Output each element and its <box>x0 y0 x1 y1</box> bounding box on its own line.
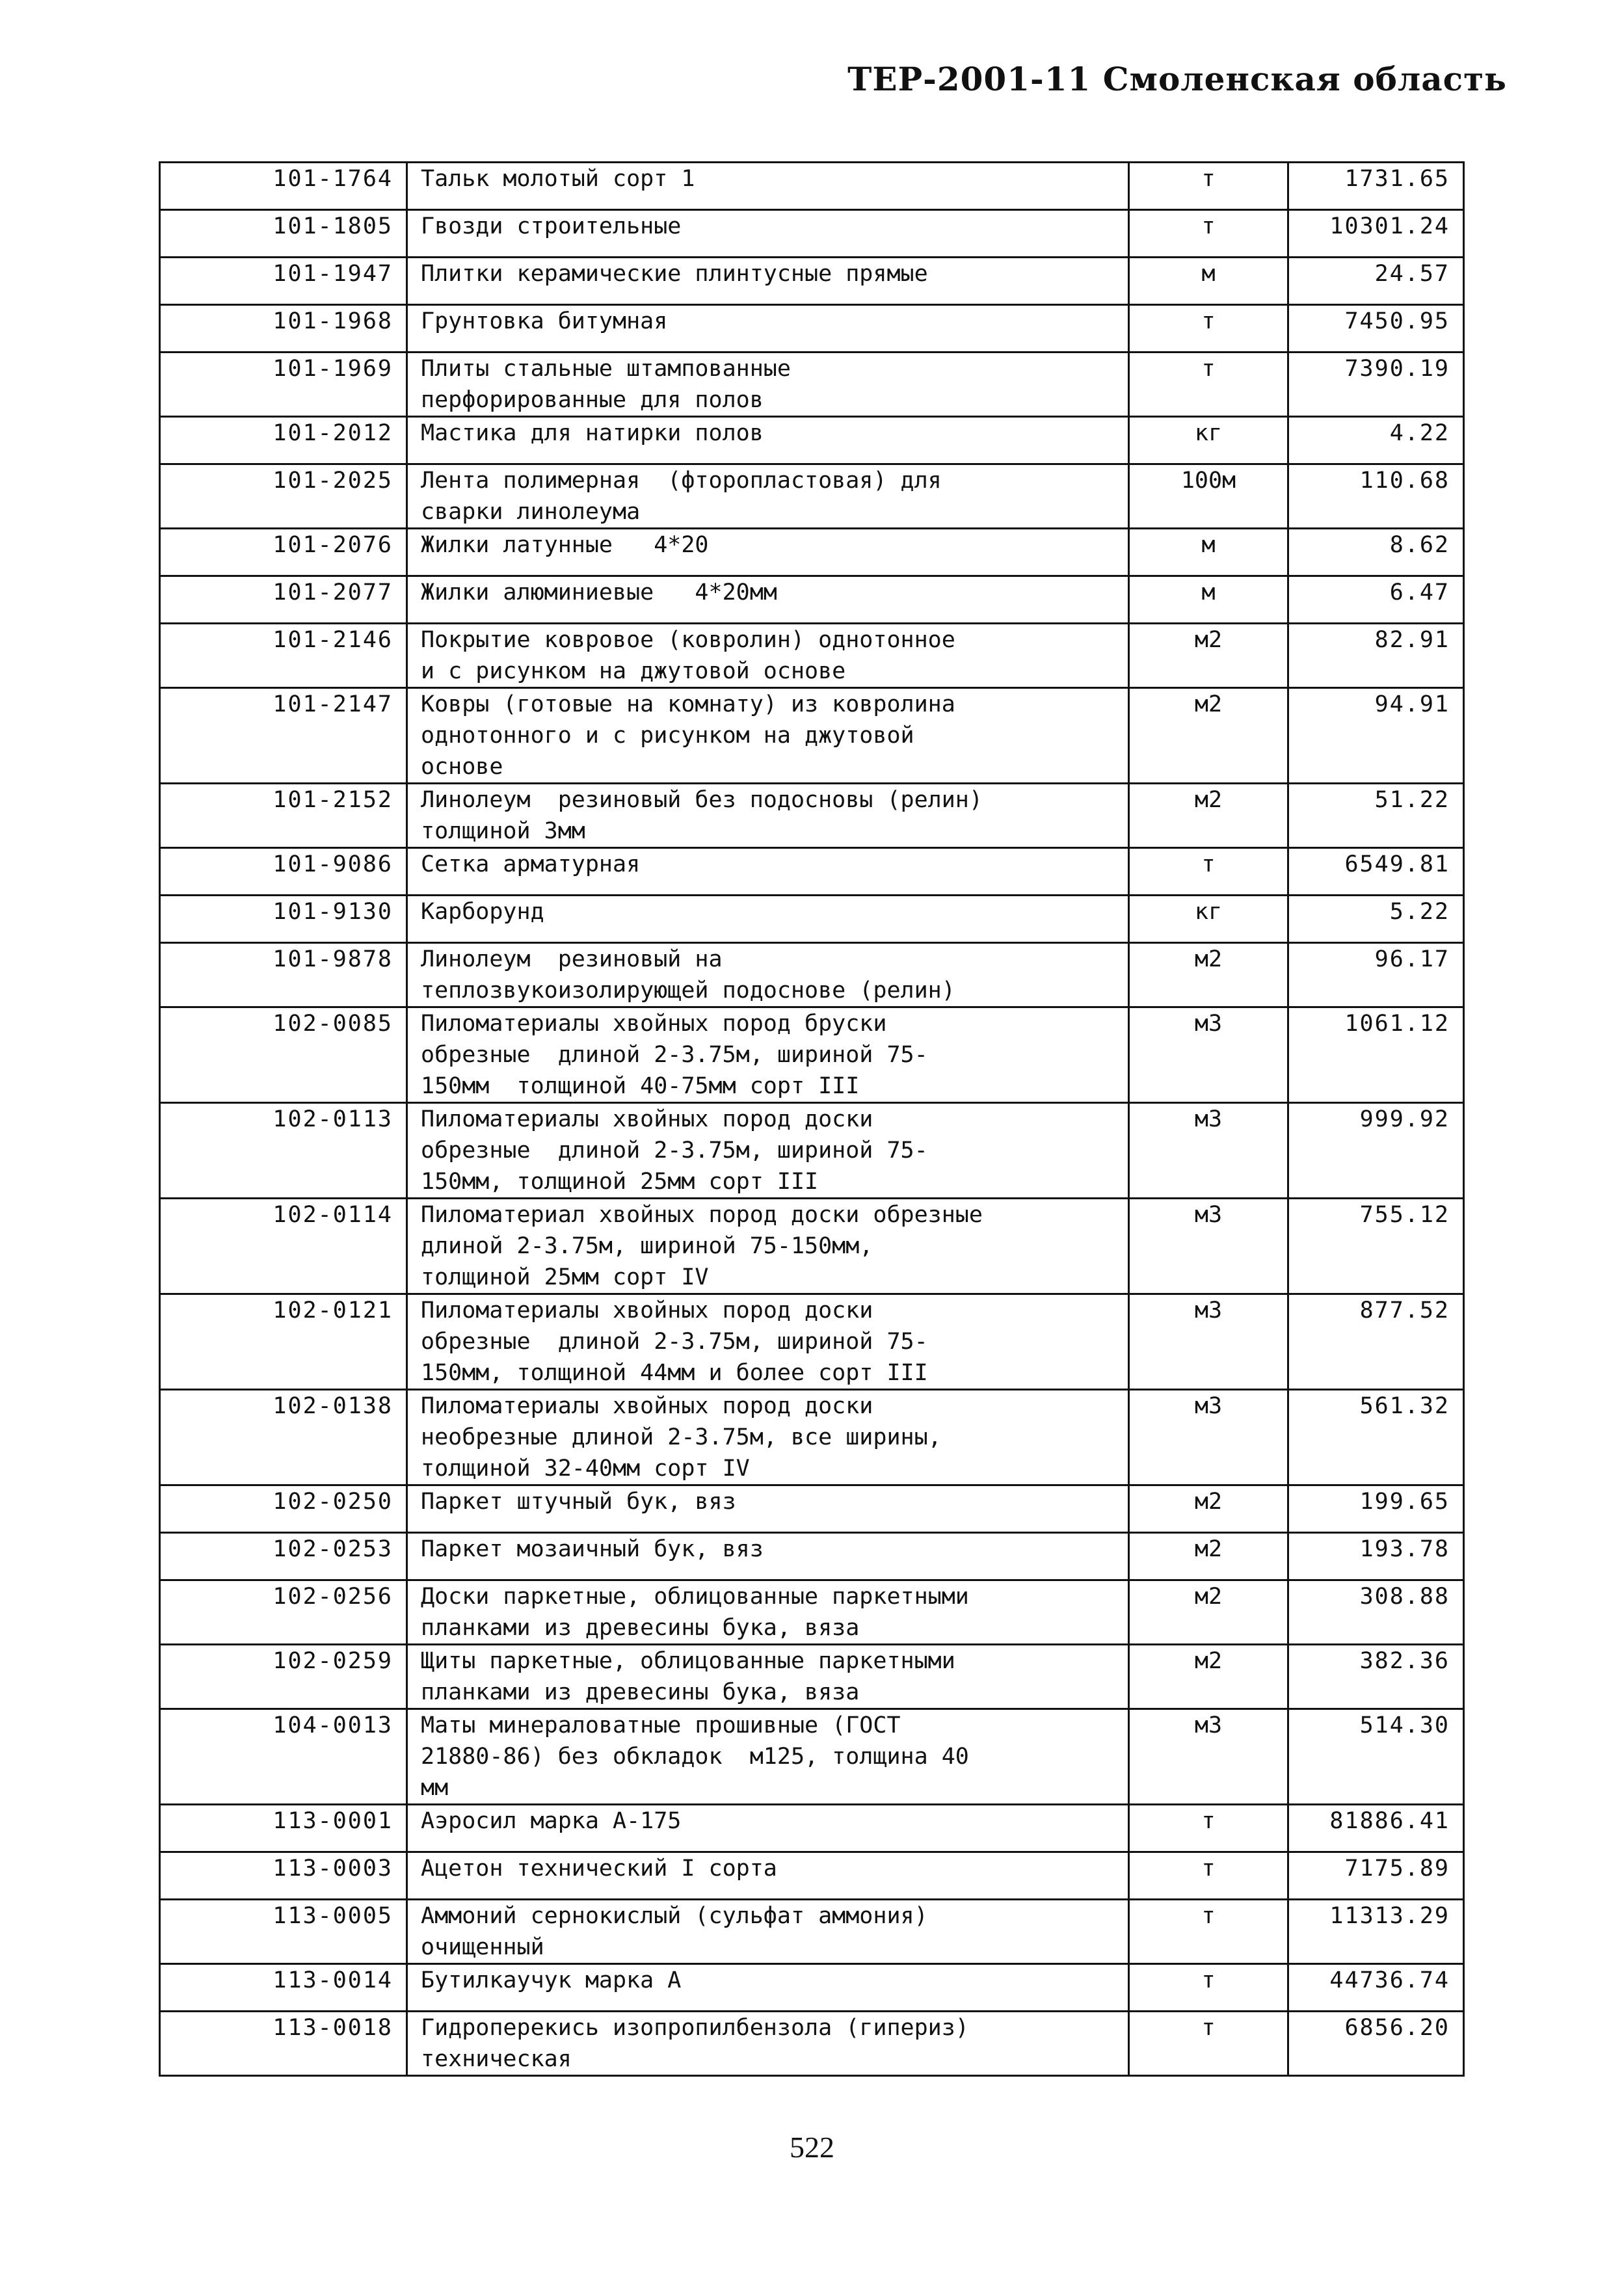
material-code-cell: 113-0014 <box>160 1964 407 2012</box>
unit-cell: т <box>1129 353 1288 417</box>
material-code-cell: 101-1947 <box>160 258 407 305</box>
material-code-cell: 102-0114 <box>160 1199 407 1294</box>
material-name-cell: Пиломатериалы хвойных пород бруски обрезные длиной 2-3.75м, шириной 75- 150мм толщиной 40-75мм сорт III <box>407 1007 1129 1103</box>
price-cell: 5.22 <box>1288 896 1464 943</box>
table-row <box>160 2012 1464 2076</box>
unit-cell: 100м <box>1129 464 1288 529</box>
material-name-cell: Тальк молотый сорт 1 <box>407 163 1129 210</box>
material-name-cell: Мастика для натирки полов <box>407 417 1129 464</box>
material-code-cell: 101-2147 <box>160 688 407 784</box>
material-code-cell: 113-0003 <box>160 1852 407 1900</box>
unit-cell: т <box>1129 1964 1288 2012</box>
material-name-cell: Карборунд <box>407 896 1129 943</box>
material-code-cell: 113-0018 <box>160 2012 407 2076</box>
material-name-cell: Гидроперекись изопропилбензола (гипериз) техническая <box>407 2012 1129 2076</box>
material-code-cell: 102-0253 <box>160 1533 407 1580</box>
material-name-cell: Жилки алюминиевые 4*20мм <box>407 576 1129 624</box>
price-cell: 755.12 <box>1288 1199 1464 1294</box>
unit-cell: м <box>1129 576 1288 624</box>
price-cell: 561.32 <box>1288 1390 1464 1485</box>
price-cell: 94.91 <box>1288 688 1464 784</box>
unit-cell: м3 <box>1129 1294 1288 1390</box>
material-name-cell: Плиты стальные штампованные перфорированные для полов <box>407 353 1129 417</box>
table-row <box>160 1645 1464 1709</box>
table-row <box>160 258 1464 305</box>
unit-cell: м <box>1129 258 1288 305</box>
unit-cell: м3 <box>1129 1199 1288 1294</box>
material-code-cell: 102-0250 <box>160 1485 407 1533</box>
material-code-cell: 101-1968 <box>160 305 407 353</box>
material-code-cell: 101-9086 <box>160 848 407 896</box>
material-code-cell: 101-1764 <box>160 163 407 210</box>
unit-cell: м2 <box>1129 688 1288 784</box>
unit-cell: м2 <box>1129 1645 1288 1709</box>
material-code-cell: 101-1805 <box>160 210 407 258</box>
unit-cell: т <box>1129 305 1288 353</box>
table-row <box>160 688 1464 784</box>
table-row <box>160 1852 1464 1900</box>
material-code-cell: 101-2076 <box>160 529 407 576</box>
price-cell: 193.78 <box>1288 1533 1464 1580</box>
material-name-cell: Пиломатериал хвойных пород доски обрезные длиной 2-3.75м, шириной 75-150мм, толщиной 25мм сорт IV <box>407 1199 1129 1294</box>
table-row <box>160 1390 1464 1485</box>
price-cell: 24.57 <box>1288 258 1464 305</box>
table-row <box>160 464 1464 529</box>
price-cell: 4.22 <box>1288 417 1464 464</box>
unit-cell: м3 <box>1129 1007 1288 1103</box>
table-row <box>160 1964 1464 2012</box>
page-header-title: ТЕР-2001-11 Смоленская область <box>847 60 1507 98</box>
unit-cell: т <box>1129 210 1288 258</box>
unit-cell: кг <box>1129 896 1288 943</box>
unit-cell: т <box>1129 1852 1288 1900</box>
table-body <box>160 163 1464 2076</box>
material-name-cell: Пиломатериалы хвойных пород доски обрезные длиной 2-3.75м, шириной 75- 150мм, толщиной 25мм сорт III <box>407 1103 1129 1199</box>
price-cell: 8.62 <box>1288 529 1464 576</box>
price-cell: 7175.89 <box>1288 1852 1464 1900</box>
price-cell: 7390.19 <box>1288 353 1464 417</box>
price-cell: 199.65 <box>1288 1485 1464 1533</box>
material-code-cell: 101-9878 <box>160 943 407 1007</box>
unit-cell: м2 <box>1129 784 1288 848</box>
price-cell: 81886.41 <box>1288 1805 1464 1852</box>
material-code-cell: 101-9130 <box>160 896 407 943</box>
material-code-cell: 101-2012 <box>160 417 407 464</box>
material-name-cell: Плитки керамические плинтусные прямые <box>407 258 1129 305</box>
material-name-cell: Лента полимерная (фторопластовая) для сварки линолеума <box>407 464 1129 529</box>
unit-cell: т <box>1129 1900 1288 1964</box>
material-name-cell: Маты минераловатные прошивные (ГОСТ 21880-86) без обкладок м125, толщина 40 мм <box>407 1709 1129 1805</box>
material-code-cell: 102-0113 <box>160 1103 407 1199</box>
table-row <box>160 1900 1464 1964</box>
table-row <box>160 1294 1464 1390</box>
material-code-cell: 102-0259 <box>160 1645 407 1709</box>
price-cell: 514.30 <box>1288 1709 1464 1805</box>
unit-cell: м2 <box>1129 943 1288 1007</box>
table-row <box>160 848 1464 896</box>
material-name-cell: Паркет мозаичный бук, вяз <box>407 1533 1129 1580</box>
unit-cell: кг <box>1129 417 1288 464</box>
material-name-cell: Аммоний сернокислый (сульфат аммония) очищенный <box>407 1900 1129 1964</box>
price-cell: 308.88 <box>1288 1580 1464 1645</box>
table-row <box>160 1485 1464 1533</box>
material-name-cell: Ацетон технический I сорта <box>407 1852 1129 1900</box>
price-cell: 82.91 <box>1288 624 1464 688</box>
material-code-cell: 101-2025 <box>160 464 407 529</box>
material-code-cell: 102-0121 <box>160 1294 407 1390</box>
material-name-cell: Грунтовка битумная <box>407 305 1129 353</box>
material-name-cell: Пиломатериалы хвойных пород доски необрезные длиной 2-3.75м, все ширины, толщиной 32-40мм сорт IV <box>407 1390 1129 1485</box>
table-row <box>160 305 1464 353</box>
page-number: 522 <box>790 2131 834 2164</box>
unit-cell: т <box>1129 848 1288 896</box>
table-row <box>160 784 1464 848</box>
unit-cell: м2 <box>1129 1580 1288 1645</box>
unit-cell: м <box>1129 529 1288 576</box>
material-name-cell: Линолеум резиновый без подосновы (релин) толщиной 3мм <box>407 784 1129 848</box>
price-cell: 6549.81 <box>1288 848 1464 896</box>
unit-cell: м2 <box>1129 624 1288 688</box>
material-name-cell: Паркет штучный бук, вяз <box>407 1485 1129 1533</box>
material-code-cell: 113-0005 <box>160 1900 407 1964</box>
material-code-cell: 101-2146 <box>160 624 407 688</box>
material-name-cell: Щиты паркетные, облицованные паркетными планками из древесины бука, вяза <box>407 1645 1129 1709</box>
price-cell: 1061.12 <box>1288 1007 1464 1103</box>
material-name-cell: Доски паркетные, облицованные паркетными планками из древесины бука, вяза <box>407 1580 1129 1645</box>
material-name-cell: Пиломатериалы хвойных пород доски обрезные длиной 2-3.75м, шириной 75- 150мм, толщиной 44мм и более сорт III <box>407 1294 1129 1390</box>
unit-cell: м2 <box>1129 1485 1288 1533</box>
price-cell: 51.22 <box>1288 784 1464 848</box>
unit-cell: м3 <box>1129 1709 1288 1805</box>
material-code-cell: 102-0256 <box>160 1580 407 1645</box>
table-row <box>160 1103 1464 1199</box>
material-code-cell: 101-2152 <box>160 784 407 848</box>
table-row <box>160 943 1464 1007</box>
table-row <box>160 576 1464 624</box>
price-cell: 10301.24 <box>1288 210 1464 258</box>
price-cell: 11313.29 <box>1288 1900 1464 1964</box>
table-row <box>160 1709 1464 1805</box>
table-row <box>160 417 1464 464</box>
price-cell: 6856.20 <box>1288 2012 1464 2076</box>
material-name-cell: Покрытие ковровое (ковролин) однотонное и с рисунком на джутовой основе <box>407 624 1129 688</box>
table-row <box>160 210 1464 258</box>
material-code-cell: 101-1969 <box>160 353 407 417</box>
unit-cell: т <box>1129 163 1288 210</box>
table-row <box>160 1580 1464 1645</box>
price-cell: 877.52 <box>1288 1294 1464 1390</box>
table-row <box>160 1805 1464 1852</box>
price-cell: 7450.95 <box>1288 305 1464 353</box>
price-cell: 44736.74 <box>1288 1964 1464 2012</box>
material-name-cell: Жилки латунные 4*20 <box>407 529 1129 576</box>
unit-cell: м2 <box>1129 1533 1288 1580</box>
material-code-cell: 104-0013 <box>160 1709 407 1805</box>
unit-cell: т <box>1129 2012 1288 2076</box>
price-cell: 382.36 <box>1288 1645 1464 1709</box>
price-cell: 999.92 <box>1288 1103 1464 1199</box>
price-cell: 110.68 <box>1288 464 1464 529</box>
material-name-cell: Линолеум резиновый на теплозвукоизолирующей подоснове (релин) <box>407 943 1129 1007</box>
table-row <box>160 353 1464 417</box>
materials-price-table <box>159 161 1465 2077</box>
unit-cell: т <box>1129 1805 1288 1852</box>
price-cell: 6.47 <box>1288 576 1464 624</box>
material-code-cell: 102-0085 <box>160 1007 407 1103</box>
price-cell: 96.17 <box>1288 943 1464 1007</box>
material-name-cell: Аэросил марка А-175 <box>407 1805 1129 1852</box>
material-code-cell: 102-0138 <box>160 1390 407 1485</box>
table-row <box>160 624 1464 688</box>
table-row <box>160 1199 1464 1294</box>
table-row <box>160 163 1464 210</box>
price-cell: 1731.65 <box>1288 163 1464 210</box>
table-row <box>160 1533 1464 1580</box>
material-code-cell: 113-0001 <box>160 1805 407 1852</box>
material-name-cell: Бутилкаучук марка А <box>407 1964 1129 2012</box>
material-name-cell: Сетка арматурная <box>407 848 1129 896</box>
material-name-cell: Ковры (готовые на комнату) из ковролина однотонного и с рисунком на джутовой основе <box>407 688 1129 784</box>
unit-cell: м3 <box>1129 1390 1288 1485</box>
material-name-cell: Гвозди строительные <box>407 210 1129 258</box>
unit-cell: м3 <box>1129 1103 1288 1199</box>
table-row <box>160 896 1464 943</box>
table-row <box>160 529 1464 576</box>
table-row <box>160 1007 1464 1103</box>
material-code-cell: 101-2077 <box>160 576 407 624</box>
